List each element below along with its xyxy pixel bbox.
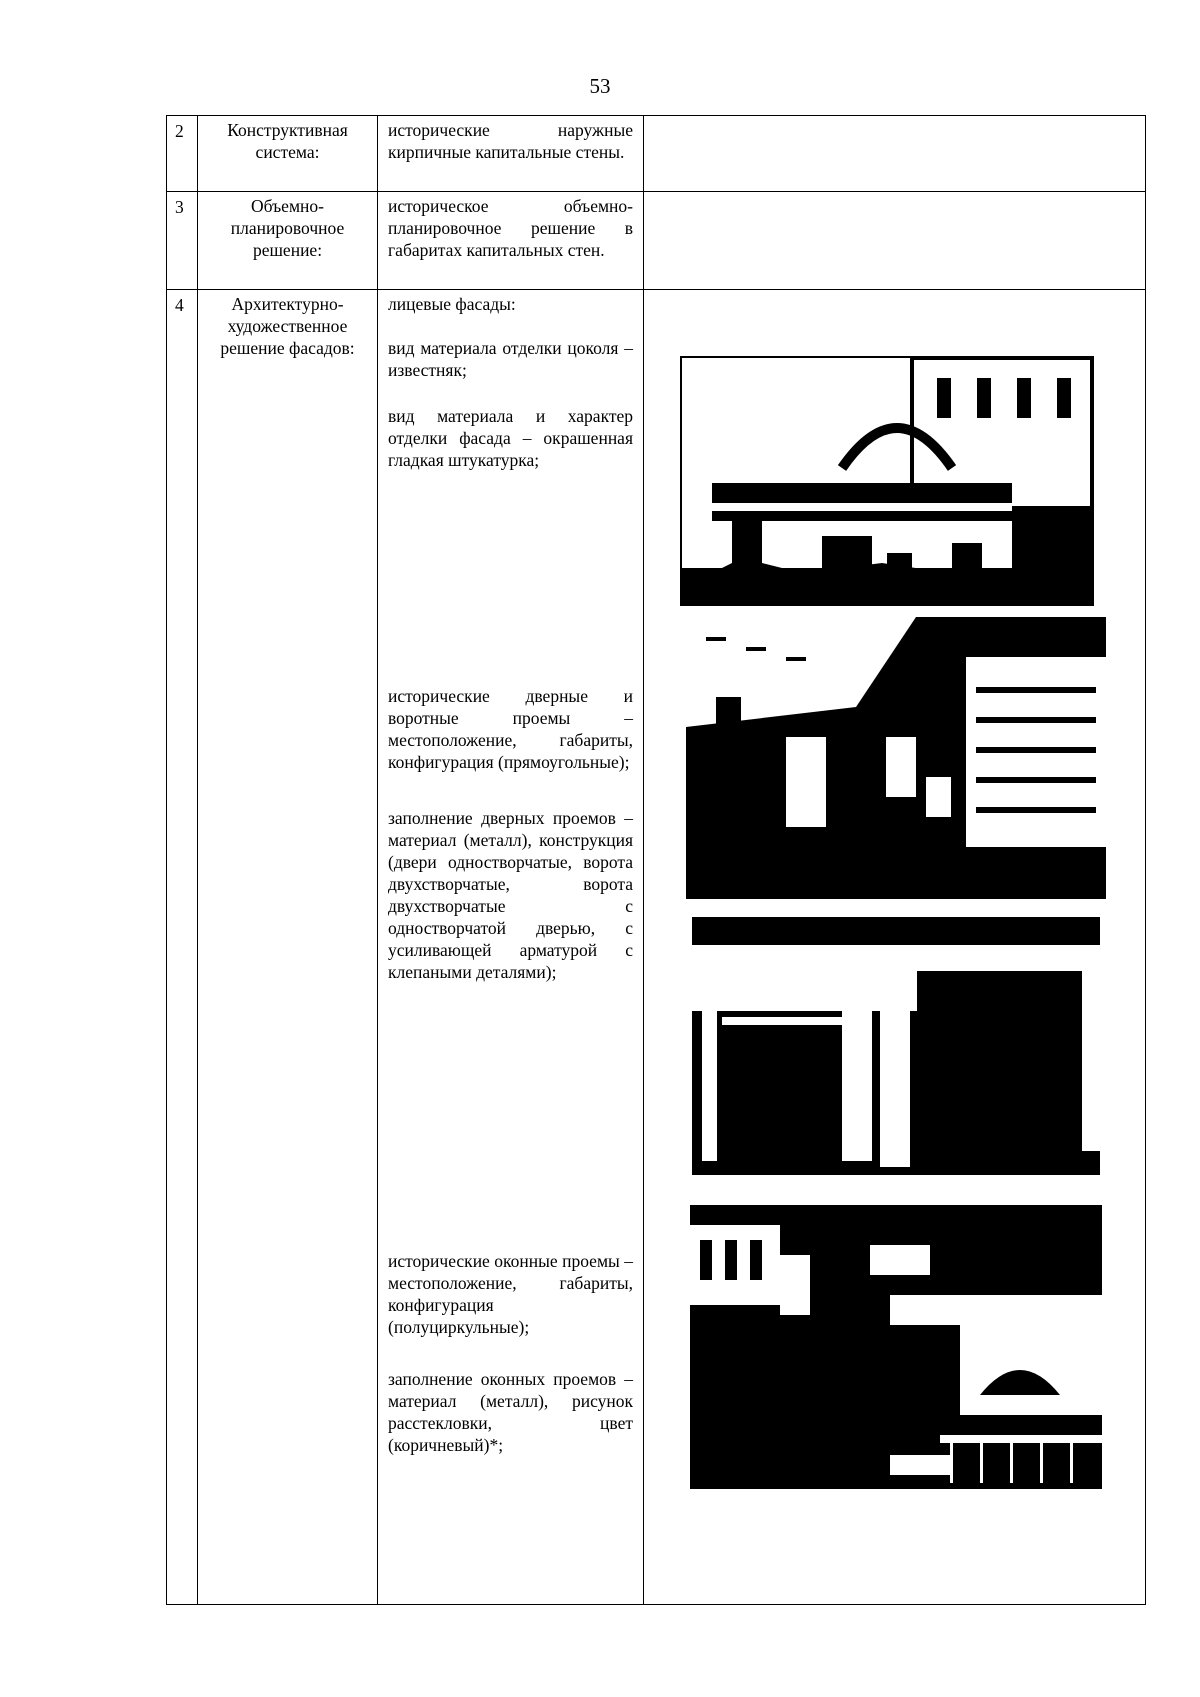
window-fill-text: заполнение оконных проемов – материал (металл), рисунок расстекловки, цвет (коричневый)*; (388, 1369, 633, 1455)
window-photo (690, 1205, 1102, 1489)
row-label: Архитектурно-художественное решение фасадов: (198, 290, 378, 1605)
row-description (378, 192, 644, 290)
row-number: 4 (167, 290, 198, 1605)
description-text: исторические наружные кирпичные капитальные стены. (388, 120, 633, 162)
facade-photo-1 (680, 356, 1094, 606)
row-description (378, 116, 644, 192)
window-openings-text: исторические оконные проемы – местоположение, габариты, конфигурация (полуциркульные); (388, 1251, 633, 1337)
row-number: 3 (167, 192, 198, 290)
table-row (167, 116, 1146, 192)
facades-heading: лицевые фасады: (388, 294, 516, 314)
row-label: Конструктивная система: (198, 116, 378, 192)
door-fill-text: заполнение дверных проемов – материал (металл), конструкция (двери одностворчатые, ворота двухстворчатые, ворота двухстворчатые с одностворчатой дверью, с усиливающей арматурой с клепаными деталями); (388, 808, 633, 982)
row-label: Объемно-планировочное решение: (198, 192, 378, 290)
description-text: историческое объемно-планировочное решение в габаритах капитальных стен. (388, 196, 633, 260)
door-openings-text: исторические дверные и воротные проемы – местоположение, габариты, конфигурация (прямоугольные); (388, 686, 633, 772)
row-description (378, 290, 644, 1605)
plinth-finish-text: вид материала отделки цоколя – известняк; (388, 338, 633, 380)
facade-table (166, 115, 1146, 1605)
facade-finish-text: вид материала и характер отделки фасада – окрашенная гладкая штукатурка; (388, 406, 633, 470)
table-row (167, 290, 1146, 1605)
row-number: 2 (167, 116, 198, 192)
door-photo (692, 917, 1100, 1175)
photo-cell (644, 116, 1146, 192)
photo-cell (644, 192, 1146, 290)
page-number: 53 (589, 74, 611, 98)
table-row (167, 192, 1146, 290)
photo-cell (644, 290, 1146, 1605)
facade-photo-2 (686, 617, 1106, 899)
